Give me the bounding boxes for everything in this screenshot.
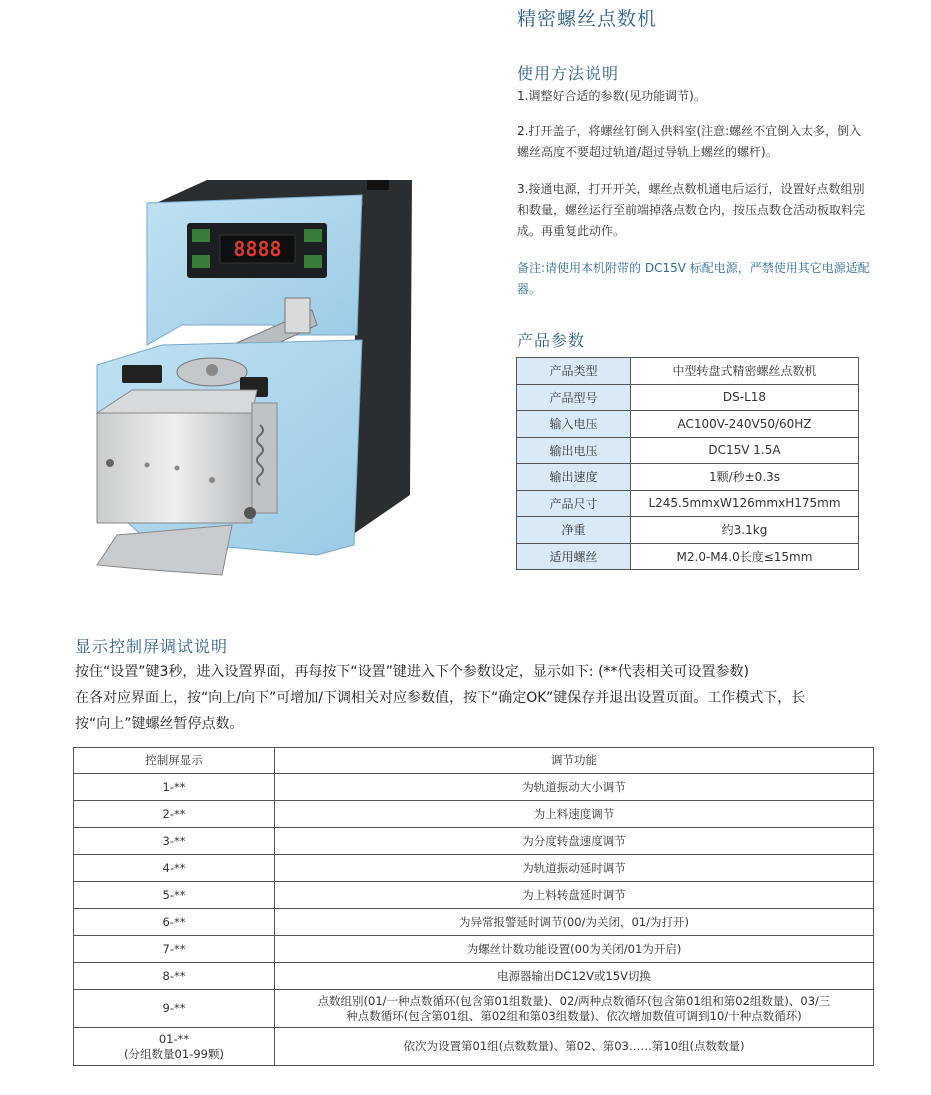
param-value: L245.5mmxW126mmxH175mm [631, 490, 859, 517]
param-value: 1颗/秒±0.3s [631, 464, 859, 491]
row-function: 为轨道振动大小调节 [275, 774, 874, 801]
usage-note: 备注:请使用本机附带的 DC15V 标配电源，严禁使用其它电源适配器。 [517, 261, 870, 296]
table-row [74, 801, 874, 828]
table-row [74, 963, 874, 990]
row-code: 6-** [74, 909, 275, 936]
params-heading: 产品参数 [517, 331, 586, 350]
row-function: 点数组别(01/一种点数循环(包含第01组数量)、02/两种点数循环(包含第01组和第02组数量)、03/三种点数循环(包含第01组、第02组和第03组数量)、依次增加数值可调到10/十种点数循环) [275, 990, 874, 1028]
row-function: 电源器输出DC12V或15V切换 [275, 963, 874, 990]
param-value: 约3.1kg [631, 517, 859, 544]
table-row [517, 517, 859, 544]
table-row [74, 828, 874, 855]
row-code: 9-** [74, 990, 275, 1028]
params-table [516, 357, 859, 570]
row-code: 1-** [74, 774, 275, 801]
row-code: 2-** [74, 801, 275, 828]
row-code: 8-** [74, 963, 275, 990]
usage-step-1: 1.调整好合适的参数(见功能调节)。 [517, 89, 706, 103]
param-key: 产品类型 [517, 358, 631, 385]
usage-step-2: 2.打开盖子，将螺丝钉倒入供料室(注意:螺丝不宜倒入太多，倒入螺丝高度不要超过轨道/超过导轨上螺丝的螺杆)。 [517, 124, 862, 159]
row-function: 为上料速度调节 [275, 801, 874, 828]
param-value: AC100V-240V50/60HZ [631, 411, 859, 438]
table-row [74, 774, 874, 801]
param-key: 产品尺寸 [517, 490, 631, 517]
row-code-note: (分组数量01-99颗) [124, 1046, 224, 1061]
row-code: 01-** [158, 1031, 190, 1046]
row-function: 为上料转盘延时调节 [275, 882, 874, 909]
control-desc-2: 在各对应界面上，按“向上/向下”可增加/下调相关对应参数值，按下“确定OK”键保存并退出设置页面。工作模式下，长 [75, 690, 806, 706]
param-value: DC15V 1.5A [631, 437, 859, 464]
param-key: 输出速度 [517, 464, 631, 491]
row-function: 依次为设置第01组(点数数量)、第02、第03……第10组(点数数量) [275, 1028, 874, 1066]
param-key: 输出电压 [517, 437, 631, 464]
row-code: 7-** [74, 936, 275, 963]
usage-step-3: 3.接通电源，打开开关，螺丝点数机通电后运行，设置好点数组别和数量，螺丝运行至前端掉落点数仓内，按压点数仓活动板取料完成。再重复此动作。 [517, 182, 866, 238]
param-key: 产品型号 [517, 384, 631, 411]
table-row [517, 464, 859, 491]
control-desc-1: 按住“设置”键3秒，进入设置界面，再每按下“设置”键进入下个参数设定，显示如下: (**代表相关可设置参数) [75, 664, 750, 680]
table-row [74, 855, 874, 882]
row-function: 为轨道振动延时调节 [275, 855, 874, 882]
row-code: 5-** [74, 882, 275, 909]
row-function: 为分度转盘速度调节 [275, 828, 874, 855]
control-desc-3: 按“向上”键螺丝暂停点数。 [75, 716, 244, 732]
table-row [517, 543, 859, 570]
param-key: 输入电压 [517, 411, 631, 438]
row-code-cell [74, 1028, 275, 1066]
param-key: 净重 [517, 517, 631, 544]
table-row [74, 1028, 874, 1066]
table-row [517, 490, 859, 517]
table-row [517, 358, 859, 385]
row-function: 为螺丝计数功能设置(00为关闭/01为开启) [275, 936, 874, 963]
table-row [74, 936, 874, 963]
col-header-display: 控制屏显示 [74, 748, 275, 774]
table-row [74, 882, 874, 909]
table-row [74, 909, 874, 936]
table-row [517, 437, 859, 464]
seven-segment-display: 8888 [233, 237, 282, 261]
param-key: 适用螺丝 [517, 543, 631, 570]
page-title: 精密螺丝点数机 [517, 8, 658, 30]
table-row [517, 411, 859, 438]
param-value: DS-L18 [631, 384, 859, 411]
param-value: M2.0-M4.0长度≤15mm [631, 543, 859, 570]
table-row [517, 384, 859, 411]
control-table [73, 747, 874, 1066]
control-heading: 显示控制屏调试说明 [75, 637, 229, 656]
table-header-row [74, 748, 874, 774]
row-code: 3-** [74, 828, 275, 855]
usage-heading: 使用方法说明 [517, 64, 620, 83]
col-header-function: 调节功能 [275, 748, 874, 774]
param-value: 中型转盘式精密螺丝点数机 [631, 358, 859, 385]
row-code: 4-** [74, 855, 275, 882]
row-function: 为异常报警延时调节(00/为关闭，01/为打开) [275, 909, 874, 936]
table-row [74, 990, 874, 1028]
product-image [92, 175, 422, 595]
